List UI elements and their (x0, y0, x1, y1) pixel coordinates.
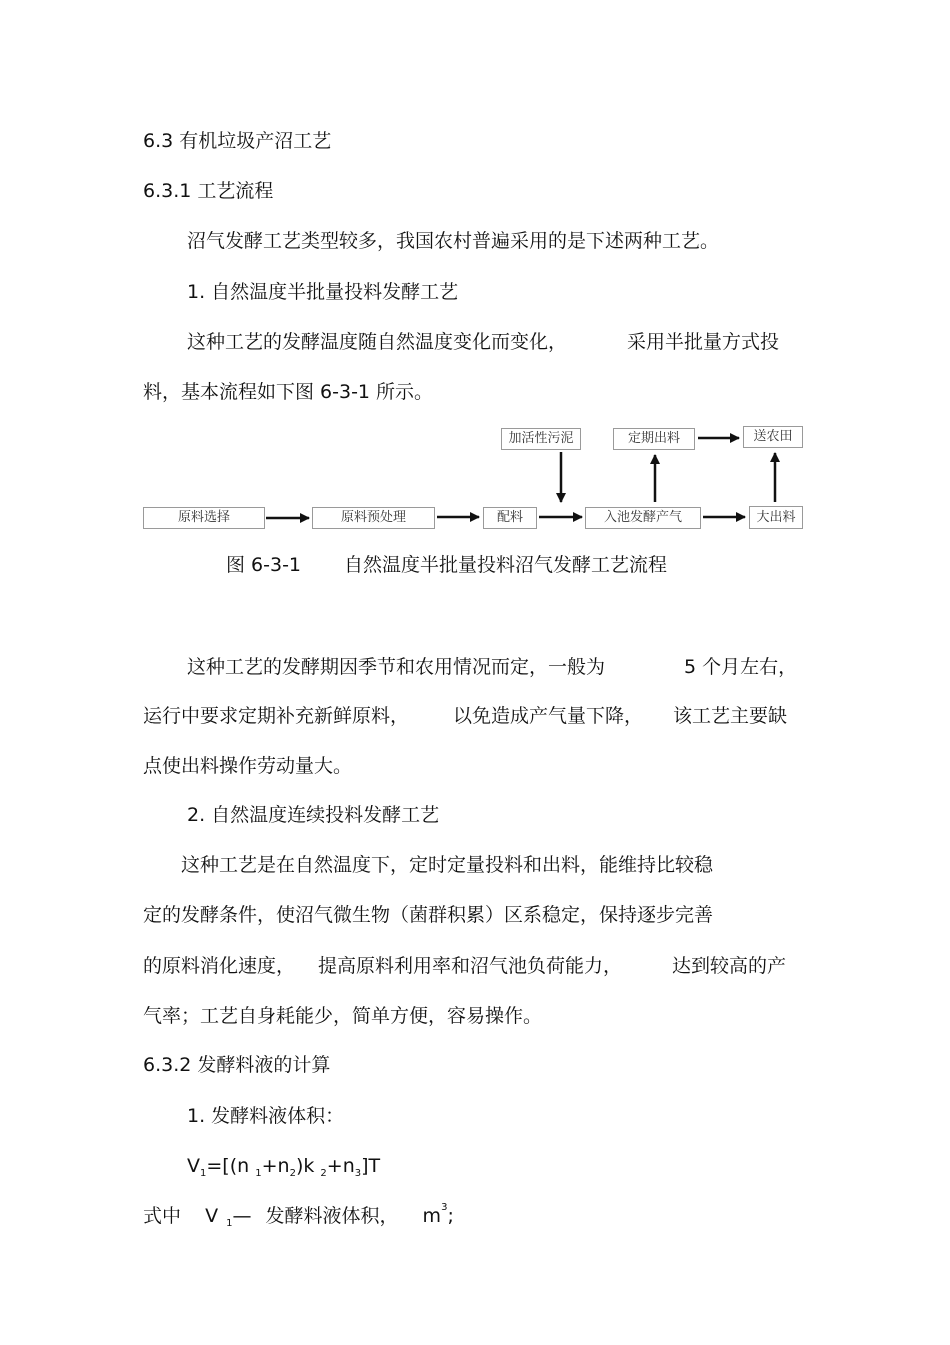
flow-arrows (0, 0, 950, 560)
paragraph-1-line-1a: 这种工艺的发酵温度随自然温度变化而变化， (187, 331, 568, 353)
flow-box-mixing: 配料 (483, 507, 537, 529)
paragraph-1-line-1b: 采用半批量方式投 (627, 331, 780, 353)
flow-box-periodic-discharge: 定期出料 (613, 428, 695, 450)
paragraph-2-line-2c: 该工艺主要缺 (673, 705, 788, 727)
flow-box-raw-selection: 原料选择 (143, 507, 265, 529)
paragraph-3-line-3a: 的原料消化速度， (143, 955, 296, 977)
section-heading-6-3-2: 6.3.2 发酵料液的计算 (143, 1054, 331, 1076)
item-2-title: 2. 自然温度连续投料发酵工艺 (187, 804, 440, 826)
paragraph-intro: 沼气发酵工艺类型较多，我国农村普遍采用的是下述两种工艺。 (187, 230, 720, 252)
figure-caption-text: 自然温度半批量投料沼气发酵工艺流程 (344, 554, 668, 576)
flow-box-pretreatment: 原料预处理 (312, 507, 435, 529)
paragraph-1-line-2: 料，基本流程如下图 6-3-1 所示。 (143, 381, 434, 403)
flow-box-farmland: 送农田 (743, 426, 803, 448)
paragraph-2-line-1b: 5 个月左右， (684, 656, 798, 678)
paragraph-3-line-1: 这种工艺是在自然温度下，定时定量投料和出料，能维持比较稳 (181, 854, 714, 876)
item-1-title: 1. 自然温度半批量投料发酵工艺 (187, 281, 459, 303)
formula-where-line: 式中 V $_1$— 发酵料液体积， $m^3$; (143, 1202, 454, 1229)
paragraph-3-line-3c: 达到较高的产 (672, 955, 787, 977)
paragraph-2-line-2a: 运行中要求定期补充新鲜原料， (143, 705, 410, 727)
section-heading-6-3: 6.3 有机垃圾产沼工艺 (143, 130, 332, 152)
paragraph-3-line-4: 气率；工艺自身耗能少，简单方便，容易操作。 (143, 1005, 543, 1027)
paragraph-3-line-2: 定的发酵条件，使沼气微生物（菌群积累）区系稳定，保持逐步完善 (143, 904, 714, 926)
calc-item-1: 1. 发酵料液体积： (187, 1105, 345, 1127)
paragraph-3-line-3b: 提高原料利用率和沼气池负荷能力， (318, 955, 623, 977)
paragraph-2-line-1a: 这种工艺的发酵期因季节和农用情况而定，一般为 (187, 656, 606, 678)
formula-volume: $V_1=[(n$ $_1+n_2)k$ $_2+n_3]T$ (187, 1155, 381, 1179)
flow-box-activated-sludge: 加活性污泥 (501, 428, 581, 450)
figure-caption-number: 图 6-3-1 (226, 554, 302, 576)
paragraph-2-line-2b: 以免造成产气量下降， (453, 705, 644, 727)
flow-box-big-discharge: 大出料 (749, 506, 803, 529)
flow-box-digester: 入池发酵产气 (585, 507, 701, 529)
section-heading-6-3-1: 6.3.1 工艺流程 (143, 180, 274, 202)
paragraph-2-line-3: 点使出料操作劳动量大。 (143, 755, 353, 777)
